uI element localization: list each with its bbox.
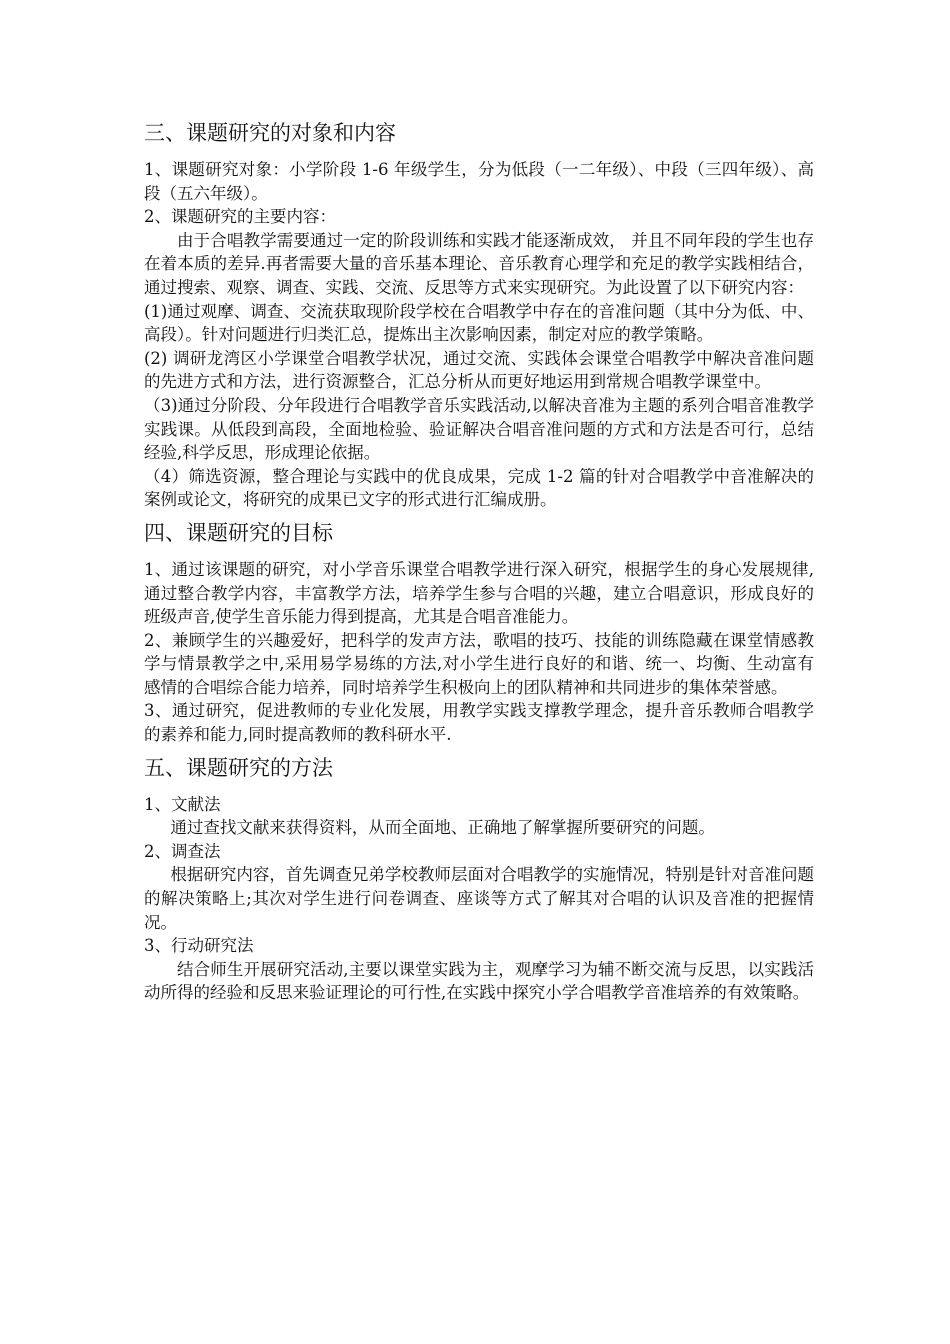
method-1-title: 1、文献法	[144, 794, 221, 814]
section-3-heading: 三、课题研究的对象和内容	[144, 121, 396, 145]
method-1-text: 通过查找文献来获得资料，从而全面地、正确地了解掌握所要研究的问题。	[170, 818, 715, 838]
main-content-label: 2、课题研究的主要内容：	[144, 207, 336, 227]
content-item-1: (1)通过观摩、调查、交流获取现阶段学校在合唱教学中存在的音准问题（其中分为低、中、高段）。针对问题进行归类汇总，提炼出主次影响因素，制定对应的教学策略。	[144, 301, 814, 345]
section-5-heading: 五、课题研究的方法	[144, 755, 333, 780]
document-page	[144, 116, 814, 1005]
method-2-title: 2、调查法	[144, 841, 221, 861]
method-3-title: 3、行动研究法	[144, 936, 254, 956]
goal-1: 1、通过该课题的研究，对小学音乐课堂合唱教学进行深入研究，根据学生的身心发展规律,通过整合教学内容，丰富教学方法，培养学生参与合唱的兴趣，建立合唱意识，形成良好的班级声音,使学生音乐能力得到提高，尤其是合唱音准能力。	[144, 559, 814, 627]
goal-3: 3、通过研究，促进教师的专业化发展，用教学实践支撑教学理念，提升音乐教师合唱教学的素养和能力,同时提高教师的教科研水平.	[144, 701, 814, 745]
content-item-4: （4）筛选资源，整合理论与实践中的优良成果，完成 1-2 篇的针对合唱教学中音准解决的案例或论文，将研究的成果已文字的形式进行汇编成册。	[144, 466, 814, 510]
method-2-text: 根据研究内容，首先调查兄弟学校教师层面对合唱教学的实施情况，特别是针对音准问题的解决策略上;其次对学生进行问卷调查、座谈等方式了解其对合唱的认识及音准的把握情况。	[144, 865, 814, 932]
method-3-text: 结合师生开展研究活动,主要以课堂实践为主，观摩学习为辅不断交流与反思，以实践活动所得的经验和反思来验证理论的可行性,在实践中探究小学合唱教学音准培养的有效策略。	[144, 959, 814, 1003]
content-item-2: (2) 调研龙湾区小学课堂合唱教学状况，通过交流、实践体会课堂合唱教学中解决音准问题的先进方式和方法，进行资源整合，汇总分析从而更好地运用到常规合唱教学课堂中。	[144, 348, 814, 392]
section-4-heading: 四、课题研究的目标	[144, 520, 333, 545]
goal-2: 2、兼顾学生的兴趣爱好，把科学的发声方法，歌唱的技巧、技能的训练隐藏在课堂情感教学与情景教学之中,采用易学易练的方法,对小学生进行良好的和谐、统一、均衡、生动富有感情的合唱综合能力培养，同时培养学生积极向上的团队精神和共同进步的集体荣誉感。	[144, 630, 814, 697]
content-intro-paragraph: 由于合唱教学需要通过一定的阶段训练和实践才能逐渐成效， 并且不同年段的学生也存在着本质的差异.再者需要大量的音乐基本理论、音乐教育心理学和充足的教学实践相结合，通过搜索、观察、调查、实践、交流、反思等方式来实现研究。为此设置了以下研究内容：	[144, 230, 814, 297]
research-subject-paragraph: 1、课题研究对象：小学阶段 1-6 年级学生，分为低段（一二年级）、中段（三四年级）、高段（五六年级）。	[144, 160, 814, 203]
content-item-3: （3)通过分阶段、分年段进行合唱教学音乐实践活动,以解决音准为主题的系列合唱音准教学实践课。从低段到高段，全面地检验、验证解决合唱音准问题的方式和方法是否可行，总结经验,科学反思，形成理论依据。	[144, 395, 814, 463]
